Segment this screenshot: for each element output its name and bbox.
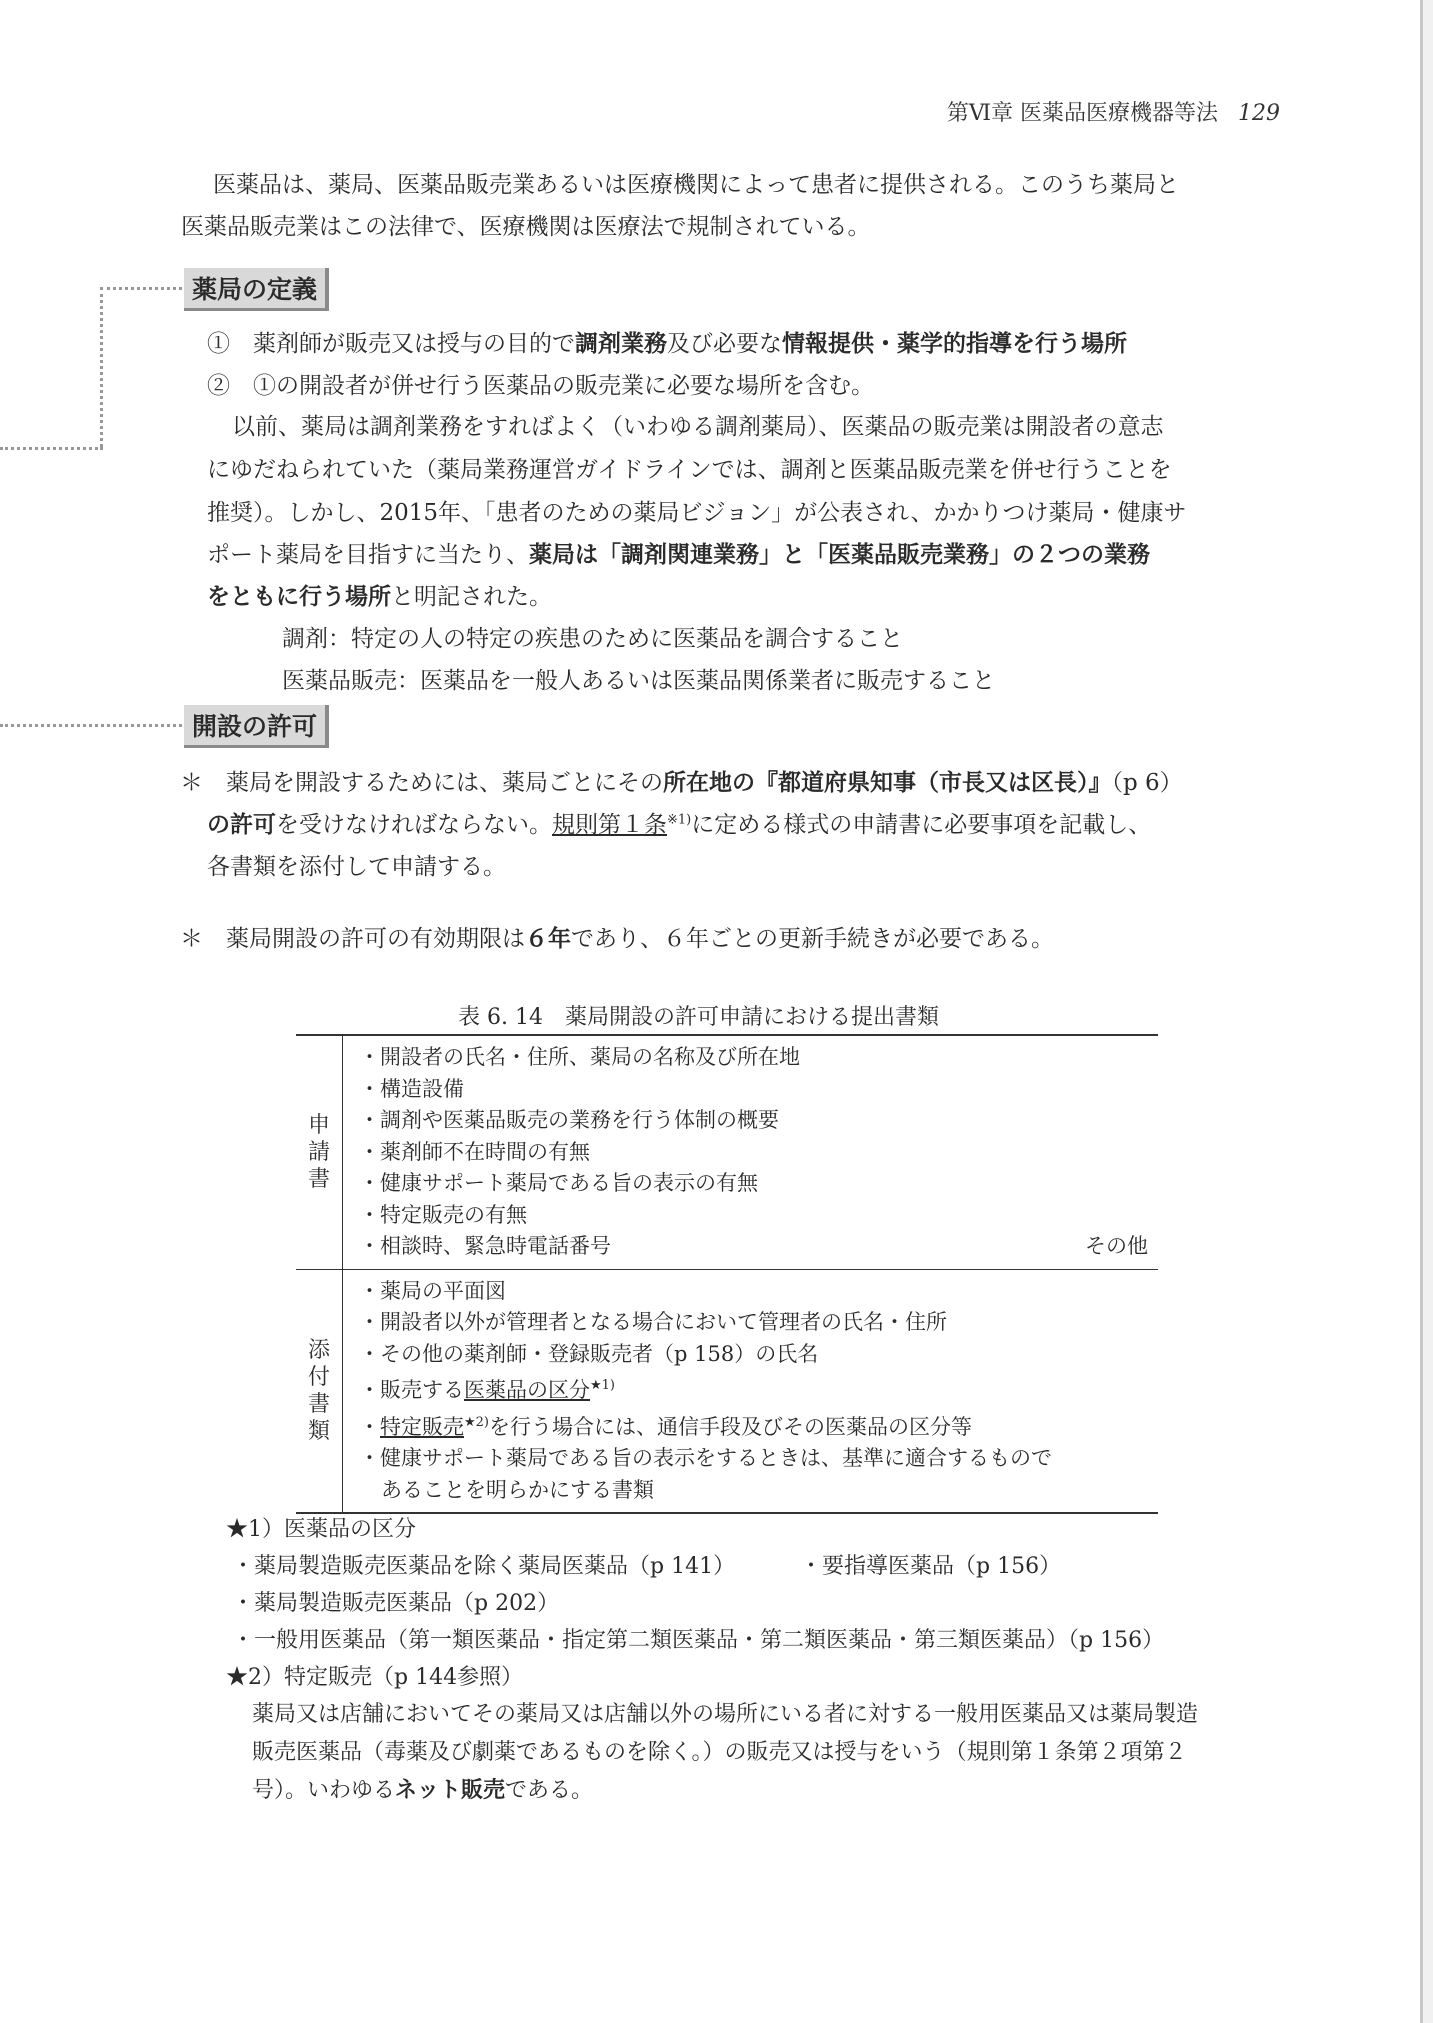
page-edge-line (1420, 0, 1423, 2023)
list-item-continuation: あることを明らかにする書類 (381, 1477, 654, 1502)
section-title-pharmacy-definition: 薬局の定義 (184, 268, 329, 311)
row-label-application: 申請書 (296, 1035, 343, 1269)
list-item: ・特定販売の有無 (359, 1202, 527, 1227)
dotted-connector (0, 447, 103, 450)
list-item: ・調剤や医薬品販売の業務を行う体制の概要 (359, 1108, 779, 1132)
permit-bullet-1-line-1: ＊ 薬局を開設するためには、薬局ごとにその所在地の『都道府県知事（市長又は区長）』（p 6） (180, 770, 1183, 796)
definition-item-1: ① 薬剤師が販売又は授与の目的で調剤業務及び必要な情報提供・薬学的指導を行う場所 (207, 331, 1127, 357)
note-2-line-1: 薬局又は店舗においてその薬局又は店舗以外の場所にいる者に対する一般用医薬品又は薬局製造 (252, 1702, 1199, 1727)
note-1-line-1a: ・薬局製造販売医薬品を除く薬局医薬品（p 141） (232, 1554, 736, 1579)
list-item: ・薬局の平面図 (359, 1278, 506, 1303)
note-1-title: ★1）医薬品の区分 (226, 1517, 416, 1542)
dotted-connector (0, 724, 182, 727)
list-item: ・販売する医薬品の区分$^{★1)}$ (359, 1378, 615, 1402)
note-2-title: ★2）特定販売（p 144参照） (226, 1665, 524, 1690)
permit-bullet-1-line-2: の許可を受けなければならない。規則第１条$^{※1)}$に定める様式の申請書に必要事項を記載し、 (207, 812, 1152, 838)
example-drug-sales: 医薬品販売：医薬品を一般人あるいは医薬品関係業者に販売すること (282, 668, 995, 694)
definition-paragraph-line-1: 以前、薬局は調剤業務をすればよく（いわゆる調剤薬局）、医薬品の販売業は開設者の意志 (232, 414, 1164, 440)
list-item: ・開設者の氏名・住所、薬局の名称及び所在地 (359, 1045, 800, 1069)
list-item: ・その他の薬剤師・登録販売者（p 158）の氏名 (359, 1341, 819, 1366)
list-item: ・健康サポート薬局である旨の表示の有無 (359, 1171, 758, 1195)
dotted-connector (100, 287, 182, 290)
intro-line-1: 医薬品は、薬局、医薬品販売業あるいは医療機関によって患者に提供される。このうち薬局と (213, 172, 1179, 198)
permit-bullet-2: ＊ 薬局開設の許可の有効期限は６年であり、６年ごとの更新手続きが必要である。 (180, 926, 1054, 952)
page-edge-shadow (1423, 0, 1433, 2023)
submission-documents-table (296, 1034, 1158, 1514)
list-item: ・特定販売$^{★2)}$を行う場合には、通信手段及びその医薬品の区分等 (359, 1414, 972, 1439)
list-item: ・相談時、緊急時電話番号 その他 (359, 1231, 1158, 1263)
note-1-line-1b: ・要指導医薬品（p 156） (800, 1554, 1062, 1579)
definition-paragraph-line-2: にゆだねられていた（薬局業務運営ガイドラインでは、調剤と医薬品販売業を併せ行うことを (207, 457, 1172, 483)
chapter-title: 第Ⅵ章 医薬品医療機器等法 (946, 101, 1218, 126)
row-label-attachments: 添付書類 (296, 1269, 343, 1513)
intro-line-2: 医薬品販売業はこの法律で、医療機関は医療法で規制されている。 (181, 214, 871, 240)
note-2-line-3: 号）。いわゆるネット販売である。 (252, 1778, 594, 1803)
table-row (296, 1269, 1158, 1513)
running-header (947, 96, 1280, 127)
section-title-opening-permit: 開設の許可 (184, 705, 329, 748)
note-2-line-2: 販売医薬品（毒薬及び劇薬であるものを除く。）の販売又は授与をいう（規則第１条第２項第２ (252, 1740, 1187, 1765)
definition-paragraph-line-5: をともに行う場所と明記された。 (207, 584, 552, 610)
note-1-line-2: ・薬局製造販売医薬品（p 202） (232, 1591, 560, 1616)
page-number: 129 (1238, 101, 1280, 126)
table-caption: 表 6. 14 薬局開設の許可申請における提出書類 (458, 1005, 939, 1030)
definition-paragraph-line-4: ポート薬局を目指すに当たり、薬局は「調剤関連業務」と「医薬品販売業務」の２つの業務 (207, 542, 1150, 568)
list-item: ・開設者以外が管理者となる場合において管理者の氏名・住所 (359, 1310, 947, 1334)
list-item: ・薬剤師不在時間の有無 (359, 1139, 590, 1164)
list-item: ・健康サポート薬局である旨の表示をするときは、基準に適合するもので (359, 1446, 1052, 1470)
attachment-items (343, 1269, 1159, 1513)
note-1-line-3: ・一般用医薬品（第一類医薬品・指定第二類医薬品・第二類医薬品・第三類医薬品）（p 156） (232, 1628, 1165, 1653)
dotted-connector (100, 287, 103, 447)
application-items (343, 1035, 1159, 1269)
definition-item-2: ② ①の開設者が併せ行う医薬品の販売業に必要な場所を含む。 (207, 373, 874, 399)
example-dispensing: 調剤：特定の人の特定の疾患のために医薬品を調合すること (282, 626, 903, 652)
permit-bullet-1-line-3: 各書類を添付して申請する。 (207, 854, 506, 880)
table-row (296, 1035, 1158, 1269)
definition-paragraph-line-3: 推奨）。しかし、2015年、「患者のための薬局ビジョン」が公表され、かかりつけ薬局・健康サ (207, 500, 1187, 526)
other-label: その他 (1085, 1234, 1148, 1258)
list-item: ・構造設備 (359, 1076, 464, 1101)
